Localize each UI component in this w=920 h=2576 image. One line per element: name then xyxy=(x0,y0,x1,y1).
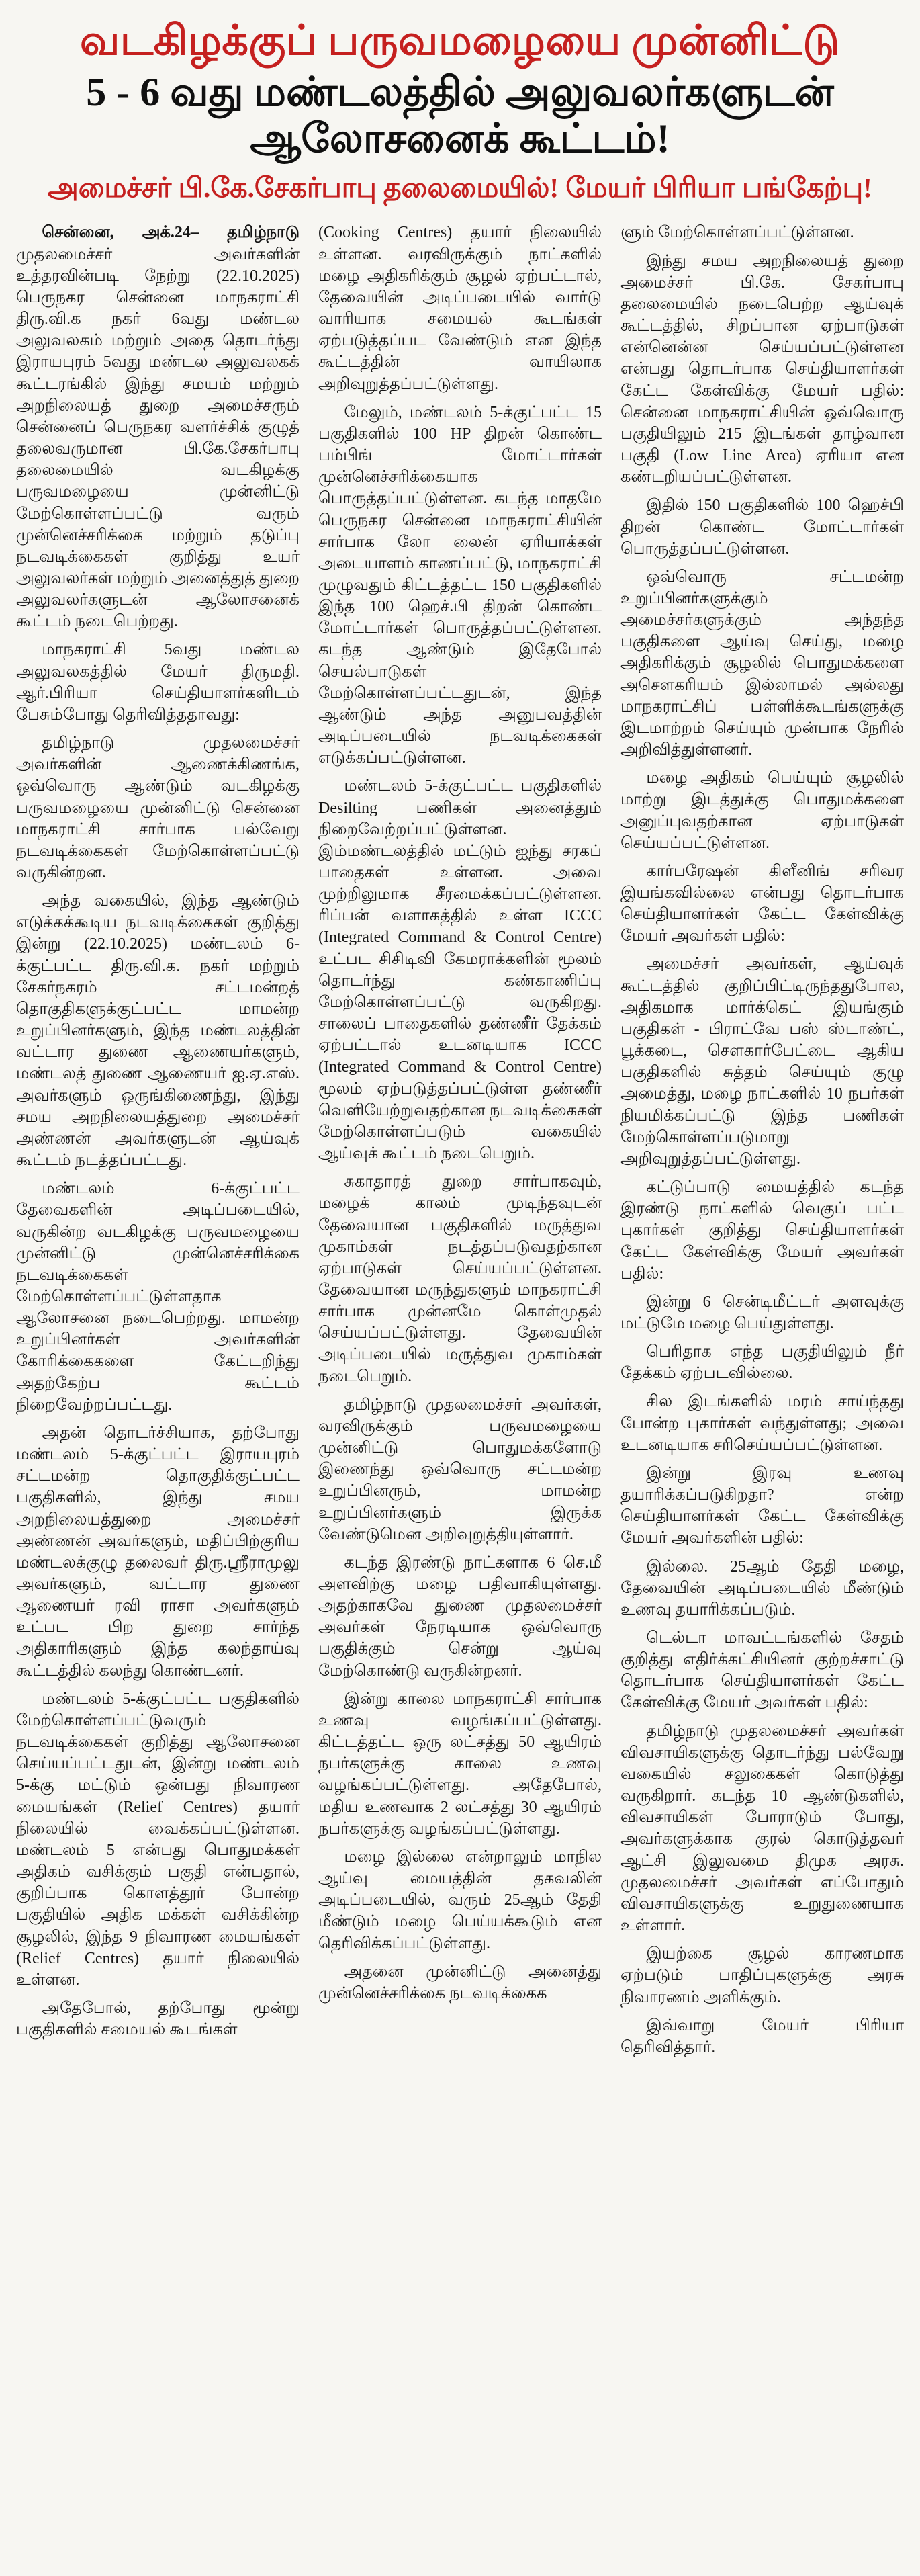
article-paragraph: அதேபோல், தற்போது மூன்று பகுதிகளில் சமையல் கூடங்கள் xyxy=(16,1999,300,2039)
article-paragraph: இயற்கை சூழல் காரணமாக ஏற்படும் பாதிப்புகளுக்கு அரசு நிவாரணம் அளிக்கும். xyxy=(620,1945,904,2006)
article-paragraph: இவ்வாறு மேயர் பிரியா தெரிவித்தார். xyxy=(620,2016,904,2056)
article-paragraph: இன்று இரவு உணவு தயாரிக்கப்படுகிறதா? என்ற செய்தியாளர்கள் கேட்ட கேள்விக்கு மேயர் அவர்களின் பதில்: xyxy=(620,1464,904,1547)
article-paragraph: டெல்டா மாவட்டங்களில் சேதம் குறித்து எதிர்க்கட்சியினர் குற்றச்சாட்டு தொடர்பாக செய்தியாளர்கள் கேட்ட கேள்விக்கு மேயர் அவர்கள் பதில்: xyxy=(620,1629,904,1712)
article-column-3 xyxy=(620,222,904,2065)
article-column-1 xyxy=(16,222,300,2047)
article-paragraph: பெரிதாக எந்த பகுதியிலும் நீர் தேக்கம் ஏற்படவில்லை. xyxy=(620,1343,904,1383)
article-paragraph: மண்டலம் 6-க்குட்பட்ட தேவைகளின் அடிப்படையில், வருகின்ற வடகிழக்கு பருவமழையை முன்னிட்டு முன்னெச்சரிக்கை நடவடிக்கைகள் மேற்கொள்ளப்பட்டுள்ளதாக ஆலோசனை நடைபெற்றது. மாமன்ற உறுப்பினர்கள் அவர்களின் கோரிக்கைகளை கேட்டறிந்து அதற்கேற்ப கூட்டம் நிறைவேற்றப்பட்டது. xyxy=(16,1180,300,1414)
article-paragraph: தமிழ்நாடு முதலமைச்சர் அவர்களின் ஆணைக்கிணங்க, ஒவ்வொரு ஆண்டும் வடகிழக்கு பருவமழையை முன்னிட்டு சென்னை மாநகராட்சி சார்பாக பல்வேறு நடவடிக்கைகள் மேற்கொள்ளப்பட்டு வருகின்றன. xyxy=(16,734,300,882)
article-paragraph: தமிழ்நாடு முதலமைச்சர் அவர்கள், வரவிருக்கும் பருவமழையை முன்னிட்டு பொதுமக்களோடு இணைந்து ஒவ்வொரு சட்டமன்ற உறுப்பினரும், மாமன்ற உறுப்பினர்களும் இருக்க வேண்டுமென அறிவுறுத்தியுள்ளார். xyxy=(318,1396,602,1543)
article-paragraph: அதனை முன்னிட்டு அனைத்து முன்னெச்சரிக்கை நடவடிக்கைக xyxy=(318,1963,602,2002)
article-paragraph: இன்று காலை மாநகராட்சி சார்பாக உணவு வழங்கப்பட்டுள்ளது. கிட்டத்தட்ட ஒரு லட்சத்து 50 ஆயிரம் நபர்களுக்கு காலை உணவு வழங்கப்பட்டுள்ளது. அதேபோல், மதிய உணவாக 2 லட்சத்து 30 ஆயிரம் நபர்களுக்கு வழங்கப்பட்டுள்ளது. xyxy=(318,1690,602,1838)
article-paragraph: மழை இல்லை என்றாலும் மாநில ஆய்வு மையத்தின் தகவலின் அடிப்படையில், வரும் 25ஆம் தேதி மீண்டும் மழை பெய்யக்கூடும் என தெரிவிக்கப்பட்டுள்ளது. xyxy=(318,1848,602,1952)
article-paragraph: மண்டலம் 5-க்குட்பட்ட பகுதிகளில் Desilting பணிகள் அனைத்தும் நிறைவேற்றப்பட்டுள்ளன. இம்மண்டலத்தில் மட்டும் ஐந்து சரகப் பாதைகள் உள்ளன. அவை முற்றிலுமாக சீரமைக்கப்பட்டுள்ளன. ரிப்பன் வளாகத்தில் உள்ள ICCC (Integrated Command & Control Centre) உட்பட சிசிடிவி கேமராக்களின் மூலம் தொடர்ந்து கண்காணிப்பு மேற்கொள்ளப்பட்டு வருகிறது. சாலைப் பாதைகளில் தண்ணீர் தேக்கம் ஏற்பட்டால் உடனடியாக ICCC (Integrated Command & Control Centre) மூலம் ஏற்படுத்தப்பட்டுள்ள தண்ணீர் வெளியேற்றுவதற்கான நடவடிக்கைகள் மேற்கொள்ளப்படும் வகையில் ஆய்வுக் கூட்டம் நடைபெறும். xyxy=(318,777,602,1163)
article-column-2 xyxy=(318,222,602,2011)
headline-line3: அமைச்சர் பி.கே.சேகர்பாபு தலைமையில்! மேயர் பிரியா பங்கேற்பு! xyxy=(48,172,872,204)
article-paragraph: மாநகராட்சி 5வது மண்டல அலுவலகத்தில் மேயர் திருமதி. ஆர்.பிரியா செய்தியாளர்களிடம் பேசும்போது தெரிவித்ததாவது: xyxy=(16,641,300,724)
article-paragraph: சில இடங்களில் மரம் சாய்ந்தது போன்ற புகார்கள் வந்துள்ளது; அவை உடனடியாக சரிசெய்யப்பட்டுள்ளன. xyxy=(620,1393,904,1454)
article-paragraph: இன்று 6 சென்டிமீட்டர் அளவுக்கு மட்டுமே மழை பெய்துள்ளது. xyxy=(620,1293,904,1332)
article-paragraph: ஒவ்வொரு சட்டமன்ற உறுப்பினர்களுக்கும் அமைச்சர்களுக்கும் அந்தந்த பகுதிகளை ஆய்வு செய்து, மழை அதிகரிக்கும் சூழலில் பொதுமக்களை அசௌகரியம் இல்லாமல் அல்லது மாநகராட்சிப் பள்ளிக்கூடங்களுக்கு இடமாற்றம் செய்யும் முன்பாக நேரில் அறிவித்துள்ளனர். xyxy=(620,568,904,759)
article-paragraph: இல்லை. 25ஆம் தேதி மழை, தேவையின் அடிப்படையில் மீண்டும் உணவு தயாரிக்கப்படும். xyxy=(620,1557,904,1619)
article-paragraph: மேலும், மண்டலம் 5-க்குட்பட்ட 15 பகுதிகளில் 100 HP திறன் கொண்ட பம்பிங் மோட்டார்கள் முன்னெச்சரிக்கையாக பொருத்தப்பட்டுள்ளன. கடந்த மாதமே பெருநகர சென்னை மாநகராட்சியின் சார்பாக லோ லைன் ஏரியாக்கள் அடையாளம் காணப்பட்டு, மாநகராட்சி முழுவதும் கிட்டத்தட்ட 150 பகுதிகளில் இந்த 100 ஹெச்.பி திறன் கொண்ட மோட்டார்கள் பொருத்தப்பட்டுள்ளன. கடந்த ஆண்டும் இதேபோல் செயல்பாடுகள் மேற்கொள்ளப்பட்டதுடன், இந்த ஆண்டும் அந்த அனுபவத்தின் அடிப்படையில் நடவடிக்கைகள் எடுக்கப்பட்டுள்ளன. xyxy=(318,403,602,767)
article-paragraph: கட்டுப்பாடு மையத்தில் கடந்த இரண்டு நாட்களில் வெகுப் பட்ட புகார்கள் குறித்து செய்தியாளர்கள் கேட்ட கேள்விக்கு மேயர் அவர்கள் பதில்: xyxy=(620,1178,904,1283)
article-paragraph: மண்டலம் 5-க்குட்பட்ட பகுதிகளில் மேற்கொள்ளப்பட்டுவரும் நடவடிக்கைகள் குறித்து ஆலோசனை செய்யப்பட்டதுடன், இன்று மண்டலம் 5-க்கு மட்டும் ஒன்பது நிவாரண மையங்கள் (Relief Centres) தயார் நிலையில் வைக்கப்பட்டுள்ளன. மண்டலம் 5 என்பது பொதுமக்கள் அதிகம் வசிக்கும் பகுதி என்பதால், குறிப்பாக கொளத்தூர் போன்ற பகுதியில் அதிக மக்கள் வசிக்கின்ற சூழலில், இந்த 9 நிவாரண மையங்கள் (Relief Centres) தயார் நிலையில் உள்ளன. xyxy=(16,1690,300,1989)
article-paragraph: கார்பரேஷன் கிளீனிங் சரிவர இயங்கவில்லை என்பது தொடர்பாக செய்தியாளர்கள் கேட்ட கேள்விக்கு மேயர் அவர்கள் பதில்: xyxy=(620,862,904,945)
article-paragraph: இதில் 150 பகுதிகளில் 100 ஹெச்பி திறன் கொண்ட மோட்டார்கள் பொருத்தப்பட்டுள்ளன. xyxy=(620,497,904,558)
article-paragraph: மழை அதிகம் பெய்யும் சூழலில் மாற்று இடத்துக்கு பொதுமக்களை அனுப்புவதற்கான ஏற்பாடுகள் செய்யப்பட்டுள்ளன. xyxy=(620,769,904,852)
article-body xyxy=(12,222,908,2065)
article-paragraph: கடந்த இரண்டு நாட்களாக 6 செ.மீ அளவிற்கு மழை பதிவாகியுள்ளது. அதற்காகவே துணை முதலமைச்சர் அவர்கள் நேரடியாக ஒவ்வொரு பகுதிக்கும் சென்று ஆய்வு மேற்கொண்டு வருகின்றனர். xyxy=(318,1553,602,1680)
article-paragraph: அந்த வகையில், இந்த ஆண்டும் எடுக்கக்கூடிய நடவடிக்கைகள் குறித்து இன்று (22.10.2025) மண்டலம் 6-க்குட்பட்ட திரு.வி.க. நகர் மற்றும் சேகர்நகரம் சட்டமன்றத் தொகுதிகளுக்குட்பட்ட மாமன்ற உறுப்பினர்களும், இந்த மண்டலத்தின் வட்டார துணை ஆணையர்களும், மண்டலத் துணை ஆணையர் ஐ.ஏ.எஸ். அவர்களும் ஒருங்கிணைந்து, இந்து சமய அறநிலையத்துறை அமைச்சர் அண்ணன் அவர்களுடன் ஆய்வுக் கூட்டம் நடத்தப்பட்டது. xyxy=(16,892,300,1170)
headline-block xyxy=(12,17,908,204)
headline-line2: 5 - 6 வது மண்டலத்தில் அலுவலர்களுடன் ஆலோசனைக் கூட்டம்! xyxy=(86,70,834,161)
article-paragraph: சென்னை, அக்.24– தமிழ்நாடு முதலமைச்சர் அவர்களின் உத்தரவின்படி நேற்று (22.10.2025) பெருநகர சென்னை மாநகராட்சி திரு.வி.க நகர் 6வது மண்டல அலுவலகம் மற்றும் அதை தொடர்ந்து இராயபுரம் 5வது மண்டல அலுவலகக் கூட்டரங்கில் இந்து சமயம் மற்றும் அறநிலையத் துறை அமைச்சரும் சென்னைப் பெருநகர வளர்ச்சிக் குழுத் தலைவருமான பி.கே.சேகர்பாபு தலைமையில் வடகிழக்கு பருவமழையை முன்னிட்டு மேற்கொள்ளப்பட்டு வரும் முன்னெச்சரிக்கை மற்றும் தடுப்பு நடவடிக்கைகள் குறித்து உயர் அலுவலர்கள் மற்றும் அனைத்துத் துறை அலுவலர்களுடன் ஆலோசனைக் கூட்டம் நடைபெற்றது. xyxy=(16,224,300,631)
article-paragraph: இந்து சமய அறநிலையத் துறை அமைச்சர் பி.கே. சேகர்பாபு தலைமையில் நடைபெற்ற ஆய்வுக் கூட்டத்தில், சிறப்பான ஏற்பாடுகள் என்னென்ன செய்யப்பட்டுள்ளன என்பது தொடர்பாக செய்தியாளர்கள் கேட்ட கேள்விக்கு மேயர் பதில்: சென்னை மாநகராட்சியின் ஒவ்வொரு பகுதியிலும் 215 இடங்கள் தாழ்வான பகுதி (Low Line Area) ஏரியா என கண்டறியப்பட்டுள்ளன. xyxy=(620,252,904,486)
article-paragraph: ளும் மேற்கொள்ளப்பட்டுள்ளன. xyxy=(620,224,854,242)
article-paragraph: அமைச்சர் அவர்கள், ஆய்வுக் கூட்டத்தில் குறிப்பிட்டிருந்ததுபோல, அதிகமாக மார்க்கெட் இயங்கும் பகுதிகள் - பிராட்வே பஸ் ஸ்டாண்ட், பூக்கடை, சௌகார்பேட்டை ஆகிய பகுதிகளில் சுத்தம் செய்யும் குழு அமைத்து, மழை நாட்களில் 10 நபர்கள் நியமிக்கப்பட்டு இந்த பணிகள் மேற்கொள்ளப்படுமாறு அறிவுறுத்தப்பட்டுள்ளது. xyxy=(620,955,904,1168)
article-paragraph: (Cooking Centres) தயார் நிலையில் உள்ளன. வரவிருக்கும் நாட்களில் மழை அதிகரிக்கும் சூழல் ஏற்பட்டால், தேவையின் அடிப்படையில் வார்டு வாரியாக சமையல் கூடங்கள் ஏற்படுத்தப்பட வேண்டும் என இந்த கூட்டத்தின் வாயிலாக அறிவுறுத்தப்பட்டுள்ளது. xyxy=(318,224,602,393)
article-paragraph: தமிழ்நாடு முதலமைச்சர் அவர்கள் விவசாயிகளுக்கு தொடர்ந்து பல்வேறு வகையில் சலுகைகள் கொடுத்து வருகிறார். கடந்த 10 ஆண்டுகளில், விவசாயிகள் போராடும் போது, அவர்களுக்காக குரல் கொடுத்தவர் ஆட்சி இலுவமை திமுக அரசு. முதலமைச்சர் அவர்கள் எப்போதும் விவசாயிகளுக்கு உறுதுணையாக உள்ளார். xyxy=(620,1722,904,1935)
article-paragraph: அதன் தொடர்ச்சியாக, தற்போது மண்டலம் 5-க்குட்பட்ட இராயபுரம் சட்டமன்ற தொகுதிக்குட்பட்ட பகுதிகளில், இந்து சமய அறநிலையத்துறை அமைச்சர் அண்ணன் அவர்களும், மதிப்பிற்குரிய மண்டலக்குழு தலைவர் திரு.ஸ்ரீராமுலு அவர்களும், வட்டார துணை ஆணையர் ரவி ராசா அவர்களும் உட்பட பிற துறை சார்ந்த அதிகாரிகளும் இந்த கலந்தாய்வு கூட்டத்தில் கலந்து கொண்டனர். xyxy=(16,1424,300,1680)
headline-line1: வடகிழக்குப் பருவமழையை முன்னிட்டு xyxy=(80,18,840,64)
article-paragraph: சுகாதாரத் துறை சார்பாகவும், மழைக் காலம் முடிந்தவுடன் தேவையான பகுதிகளில் மருத்துவ முகாம்கள் நடத்தப்படுவதற்கான ஏற்பாடுகள் செய்யப்பட்டுள்ளன. தேவையான மருந்துகளும் மாநகராட்சி சார்பாக முன்னமே கொள்முதல் செய்யப்பட்டுள்ளது. தேவையின் அடிப்படையில் மருத்துவ முகாம்கள் நடைபெறும். xyxy=(318,1173,602,1385)
